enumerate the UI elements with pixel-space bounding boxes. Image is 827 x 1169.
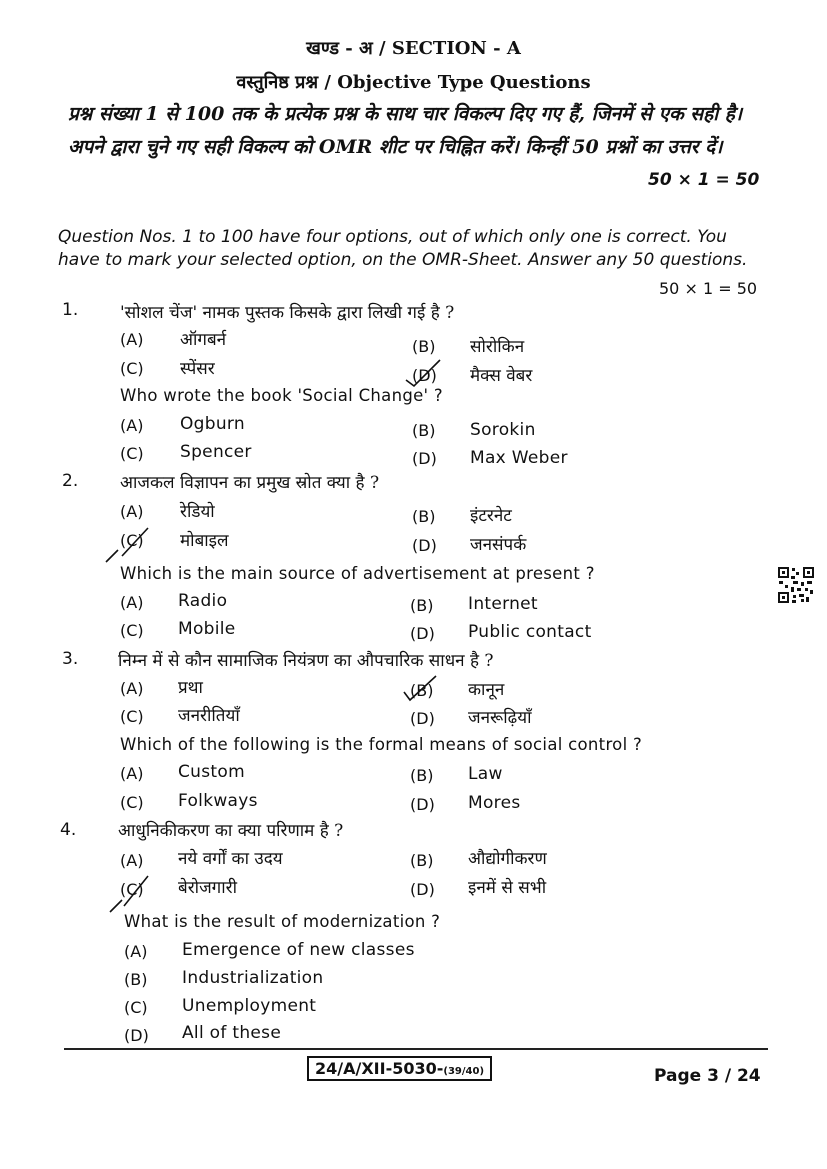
- option-text: Folkways: [178, 791, 258, 811]
- option-label: (A): [120, 851, 144, 870]
- hindi-marks: 50 × 1 = 50: [648, 170, 760, 190]
- option-label: (B): [410, 766, 434, 785]
- option-label: (C): [120, 531, 144, 550]
- option-label: (D): [412, 366, 437, 385]
- option-text: सोरोकिन: [470, 337, 525, 357]
- option-label: (A): [124, 942, 148, 961]
- question-number: 3.: [62, 649, 79, 669]
- option-text: मोबाइल: [180, 531, 229, 551]
- question-english: Which of the following is the formal means of social control ?: [120, 735, 643, 754]
- option-text: Radio: [178, 591, 228, 611]
- option-text: प्रथा: [178, 678, 203, 698]
- option-label: (A): [120, 330, 144, 349]
- option-text: Industrialization: [182, 968, 324, 988]
- option-text: स्पेंसर: [180, 359, 215, 379]
- option-label: (A): [120, 593, 144, 612]
- option-label: (C): [120, 444, 144, 463]
- option-label: (B): [410, 851, 434, 870]
- option-text: इनमें से सभी: [468, 878, 547, 898]
- option-text: Mobile: [178, 619, 236, 639]
- paper-code-main: 24/A/XII-5030-: [315, 1059, 444, 1078]
- option-text: जनरीतियाँ: [178, 706, 240, 726]
- option-text: Public contact: [468, 622, 592, 642]
- question-number: 4.: [60, 820, 77, 840]
- option-text: Ogburn: [180, 414, 246, 434]
- option-label: (C): [120, 359, 144, 378]
- english-marks: 50 × 1 = 50: [659, 279, 758, 298]
- option-label: (D): [412, 536, 437, 555]
- question-hindi: 'सोशल चेंज' नामक पुस्तक किसके द्वारा लिखी गई है ?: [120, 303, 455, 323]
- option-label: (B): [412, 337, 436, 356]
- qr-code: [777, 566, 815, 604]
- option-label: (D): [410, 795, 435, 814]
- option-text: Max Weber: [470, 448, 568, 468]
- option-text: नये वर्गों का उदय: [178, 849, 283, 869]
- option-text: Law: [468, 764, 503, 784]
- option-label: (B): [410, 681, 434, 700]
- page-number: Page 3 / 24: [654, 1066, 761, 1086]
- option-text: औद्योगीकरण: [468, 849, 547, 869]
- option-label: (B): [412, 421, 436, 440]
- option-label: (D): [410, 624, 435, 643]
- answer-tick-mark: [104, 526, 152, 566]
- question-english: Which is the main source of advertisement at present ?: [120, 564, 595, 583]
- english-instructions: Question Nos. 1 to 100 have four options, out of which only one is correct. You have to mark your selected option, on the OMR-Sheet. Answer any 50 questions.: [58, 227, 748, 270]
- option-text: Mores: [468, 793, 521, 813]
- option-label: (D): [410, 880, 435, 899]
- option-text: जनसंपर्क: [470, 535, 527, 555]
- option-text: All of these: [182, 1023, 282, 1043]
- option-text: Custom: [178, 762, 245, 782]
- option-label: (C): [124, 998, 148, 1017]
- section-heading: खण्ड - अ / SECTION - A: [306, 38, 521, 59]
- option-text: इंटरनेट: [470, 506, 512, 526]
- option-label: (B): [124, 970, 148, 989]
- option-label: (D): [412, 449, 437, 468]
- option-label: (A): [120, 502, 144, 521]
- section-subtitle: वस्तुनिष्ठ प्रश्न / Objective Type Questions: [236, 72, 591, 93]
- option-text: Emergence of new classes: [182, 940, 415, 960]
- answer-tick-mark: [108, 872, 152, 916]
- option-text: Sorokin: [470, 420, 536, 440]
- answer-tick-mark: [402, 674, 438, 702]
- option-label: (C): [120, 880, 144, 899]
- option-label: (D): [410, 709, 435, 728]
- paper-code-set: (39/40): [443, 1066, 485, 1077]
- option-label: (A): [120, 764, 144, 783]
- option-label: (A): [120, 679, 144, 698]
- question-number: 1.: [62, 300, 79, 320]
- option-text: ऑगबर्न: [180, 330, 227, 350]
- option-label: (B): [412, 507, 436, 526]
- option-text: कानून: [468, 680, 505, 700]
- option-label: (B): [410, 596, 434, 615]
- option-text: Internet: [468, 594, 538, 614]
- option-text: मैक्स वेबर: [470, 366, 533, 386]
- option-text: जनरूढ़ियाँ: [468, 708, 532, 728]
- question-number: 2.: [62, 471, 79, 491]
- question-english: Who wrote the book 'Social Change' ?: [120, 386, 443, 405]
- footer-divider: [64, 1048, 768, 1050]
- hindi-instructions: प्रश्न संख्या 1 से 100 तक के प्रत्येक प्रश्न के साथ चार विकल्प दिए गए हैं, जिनमें से एक सही है। अपने द्वारा चुने गए सही विकल्प को OMR शीट पर चिह्नित करें। किन्हीं 50 प्रश्नों का उत्तर दें।: [68, 103, 743, 158]
- question-hindi: निम्न में से कौन सामाजिक नियंत्रण का औपचारिक साधन है ?: [118, 651, 494, 671]
- paper-code: [307, 1056, 492, 1081]
- question-hindi: आधुनिकीकरण का क्या परिणाम है ?: [118, 821, 344, 841]
- option-label: (C): [120, 621, 144, 640]
- option-text: Unemployment: [182, 996, 317, 1016]
- option-label: (A): [120, 416, 144, 435]
- option-label: (C): [120, 707, 144, 726]
- option-label: (C): [120, 793, 144, 812]
- option-text: बेरोजगारी: [178, 878, 238, 898]
- question-hindi: आजकल विज्ञापन का प्रमुख स्रोत क्या है ?: [120, 473, 380, 493]
- question-english: What is the result of modernization ?: [124, 912, 441, 931]
- option-label: (D): [124, 1026, 149, 1045]
- option-text: Spencer: [180, 442, 252, 462]
- answer-tick-mark: [404, 358, 444, 388]
- option-text: रेडियो: [180, 502, 215, 522]
